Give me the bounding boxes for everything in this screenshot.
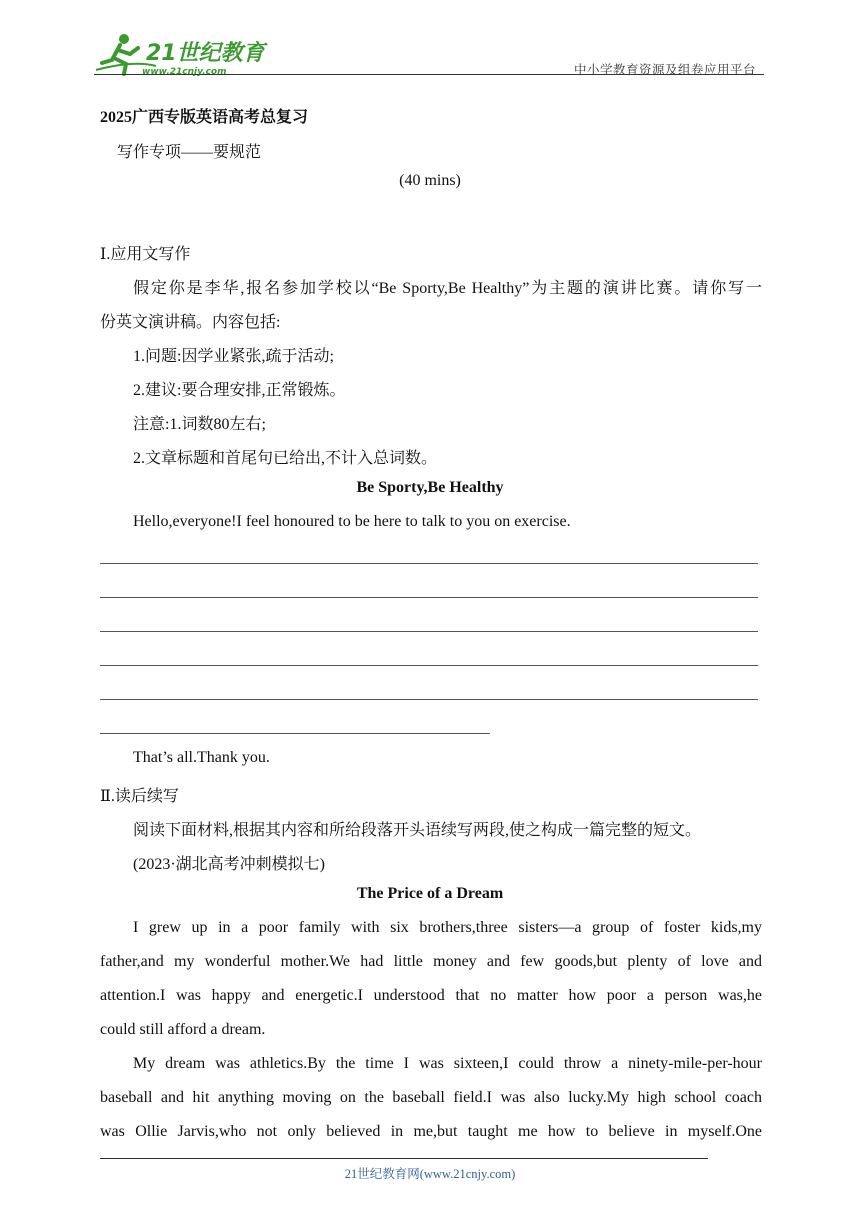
story-paragraph-2-line: My dream was athletics.By the time I was sixteen,I could throw a ninety-mile-per-hour bbox=[133, 1055, 762, 1072]
content-point-1: 1.问题:因学业紧张,疏于活动; bbox=[133, 348, 334, 365]
document-title: 2025广西专版英语高考总复习 bbox=[100, 109, 309, 126]
header-divider bbox=[94, 74, 764, 75]
task-prompt-line-1: 假定你是李华,报名参加学校以“Be Sporty,Be Healthy”为主题的演讲比赛。请你写一 bbox=[133, 280, 762, 297]
answer-line[interactable] bbox=[100, 563, 758, 564]
logo-url: www.21cnjy.com bbox=[142, 67, 227, 77]
footer-link[interactable]: 21世纪教育网(www.21cnjy.com) bbox=[344, 1167, 516, 1181]
document-subtitle: 写作专项——要规范 bbox=[117, 144, 262, 161]
story-paragraph-1-line: could still afford a dream. bbox=[100, 1021, 266, 1038]
source-note: (2023·湖北高考冲刺模拟七) bbox=[133, 856, 325, 873]
section-2-heading: Ⅱ.读后续写 bbox=[100, 788, 179, 805]
answer-line[interactable] bbox=[100, 699, 758, 700]
essay-opening-sentence: Hello,everyone!I feel honoured to be here to talk to you on exercise. bbox=[133, 513, 571, 530]
story-paragraph-1-line: attention.I was happy and energetic.I understood that no matter how poor a person was,he bbox=[100, 987, 762, 1004]
essay-title: Be Sporty,Be Healthy bbox=[356, 479, 504, 496]
answer-line[interactable] bbox=[100, 631, 758, 632]
task-prompt-line-2: 份英文演讲稿。内容包括: bbox=[100, 314, 281, 331]
essay-closing-sentence: That’s all.Thank you. bbox=[133, 749, 270, 766]
content-point-2: 2.建议:要合理安排,正常锻炼。 bbox=[133, 382, 346, 399]
answer-line[interactable] bbox=[100, 665, 758, 666]
time-limit: (40 mins) bbox=[399, 172, 461, 189]
section-2-instruction: 阅读下面材料,根据其内容和所给段落开头语续写两段,使之构成一篇完整的短文。 bbox=[133, 822, 702, 839]
footer-divider bbox=[100, 1158, 708, 1159]
logo-text: 21世纪教育 bbox=[146, 41, 265, 66]
story-paragraph-1-line: father,and my wonderful mother.We had little money and few goods,but plenty of love and bbox=[100, 953, 762, 970]
note-2: 2.文章标题和首尾句已给出,不计入总词数。 bbox=[133, 450, 438, 467]
story-paragraph-1-line: I grew up in a poor family with six brothers,three sisters—a group of foster kids,my bbox=[133, 919, 762, 936]
story-paragraph-2-line: was Ollie Jarvis,who not only believed in me,but taught me how to believe in myself.One bbox=[100, 1123, 762, 1140]
story-paragraph-2-line: baseball and hit anything moving on the baseball field.I was also lucky.My high school coach bbox=[100, 1089, 762, 1106]
answer-line[interactable] bbox=[100, 733, 490, 734]
header-platform-text: 中小学教育资源及组卷应用平台 bbox=[573, 62, 756, 77]
answer-line[interactable] bbox=[100, 597, 758, 598]
section-1-heading: Ⅰ.应用文写作 bbox=[100, 246, 191, 263]
story-title: The Price of a Dream bbox=[356, 885, 504, 902]
note-1: 注意:1.词数80左右; bbox=[133, 416, 266, 433]
